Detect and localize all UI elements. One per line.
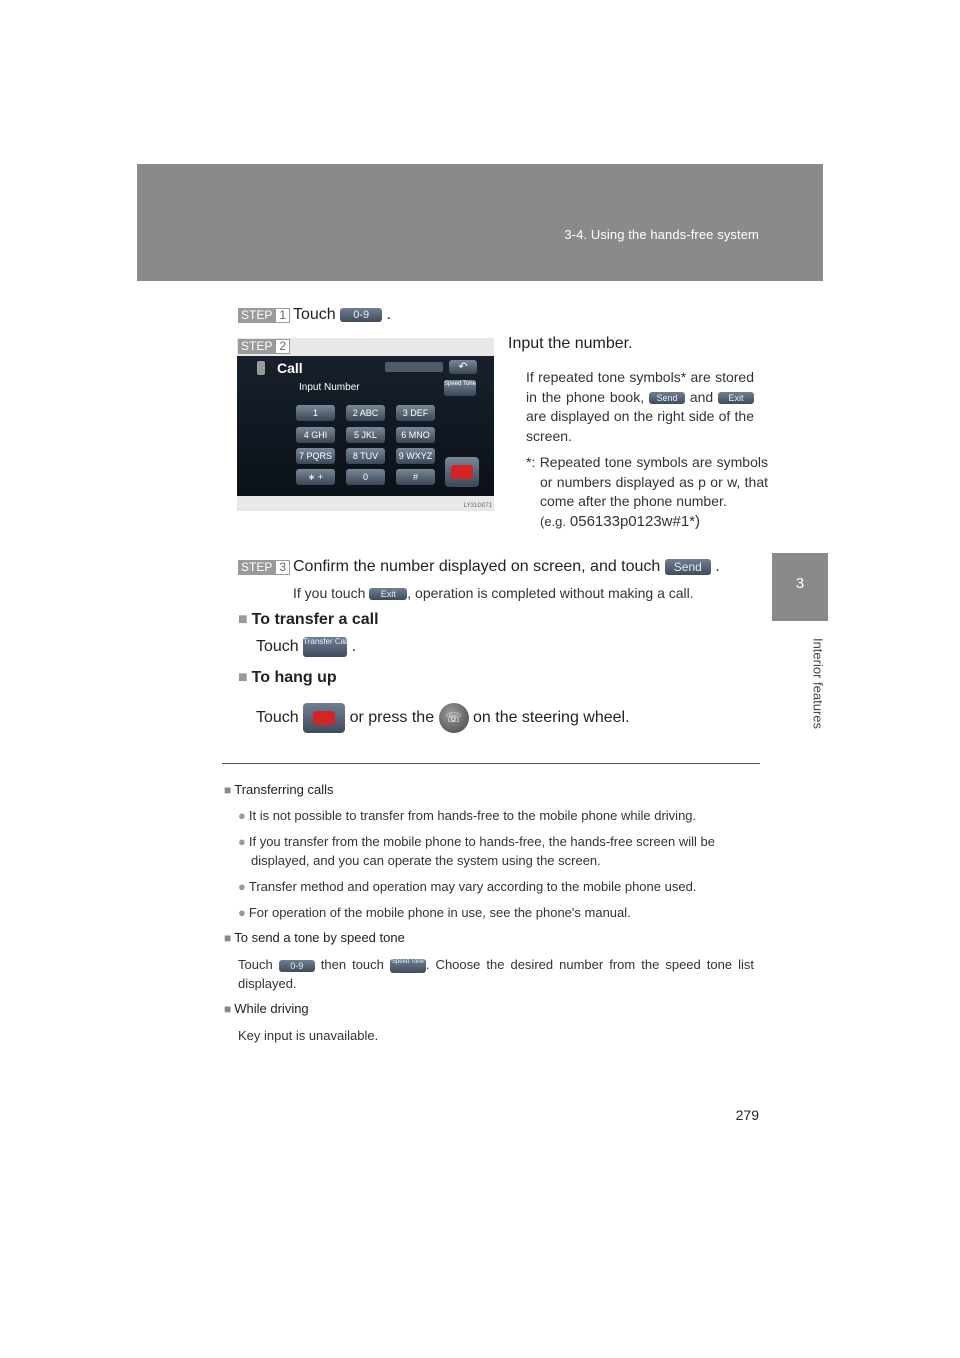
- square-bullet-icon: ■: [224, 1002, 232, 1016]
- note-transferring-heading: ■ Transferring calls: [224, 782, 334, 797]
- chapter-label: Interior features: [810, 637, 826, 730]
- step-1-text: Touch 0-9 .: [293, 306, 392, 323]
- square-bullet-icon: ■: [238, 669, 248, 686]
- step-1-badge: STEP 1: [238, 308, 290, 323]
- key-5[interactable]: 5 JKL: [346, 427, 385, 443]
- status-bar: [385, 362, 443, 372]
- list-item: ● It is not possible to transfer from hands-free to the mobile phone while driving.: [238, 808, 697, 823]
- send-button[interactable]: Send: [665, 559, 711, 575]
- exit-button-inline[interactable]: Exit: [718, 392, 754, 404]
- step-2-body: If repeated tone symbols* are stored in the phone book, Send and Exit are displayed on the right side of the screen.: [526, 369, 754, 444]
- bullet-icon: ●: [238, 879, 246, 894]
- page-number: 279: [735, 1107, 759, 1123]
- list-item: ● If you transfer from the mobile phone to hands-free, the hands-free screen will be displayed, and you can operate the system using the screen.: [238, 834, 715, 868]
- step-3-badge: STEP 3: [238, 560, 290, 575]
- key-8[interactable]: 8 TUV: [346, 448, 385, 464]
- key-1[interactable]: 1: [296, 405, 335, 421]
- phone-icon: [257, 361, 265, 375]
- key-0[interactable]: 0: [346, 469, 385, 485]
- key-9[interactable]: 9 WXYZ: [396, 448, 435, 464]
- hangup-heading: ■ To hang up: [238, 669, 337, 686]
- call-screen: [237, 356, 494, 496]
- step-3-subtext: If you touch Exit , operation is completed without making a call.: [293, 585, 694, 601]
- square-bullet-icon: ■: [224, 931, 232, 945]
- divider: [222, 763, 760, 764]
- keypad-0-9-button-inline[interactable]: 0-9: [279, 960, 315, 972]
- step-3-text: Confirm the number displayed on screen, and touch Send .: [293, 558, 720, 575]
- transfer-heading: ■ To transfer a call: [238, 611, 379, 628]
- hang-up-button[interactable]: [445, 457, 479, 487]
- chapter-number: 3: [795, 575, 805, 592]
- transfer-call-button[interactable]: Transfer Call: [303, 637, 347, 657]
- key-2[interactable]: 2 ABC: [346, 405, 385, 421]
- square-bullet-icon: ■: [238, 611, 248, 628]
- input-number-label: Input Number: [299, 382, 360, 393]
- transfer-text: Touch Transfer Call .: [256, 637, 357, 656]
- key-4[interactable]: 4 GHI: [296, 427, 335, 443]
- hangup-text: Touch or press the ☏ on the steering wheel.: [256, 702, 630, 734]
- chapter-tab: [772, 553, 828, 621]
- bullet-icon: ●: [238, 834, 246, 849]
- exit-button[interactable]: Exit: [369, 588, 407, 600]
- chapter-header: [137, 164, 823, 281]
- note-speed-tone-heading: ■ To send a tone by speed tone: [224, 930, 405, 945]
- send-button-inline[interactable]: Send: [649, 392, 685, 404]
- step-2-heading: Input the number.: [508, 335, 633, 352]
- image-code: LY31G071: [463, 503, 492, 509]
- bullet-icon: ●: [238, 905, 246, 920]
- speed-tone-text: Touch 0-9 then touch Speed Tone . Choose the desired number from the speed tone list displayed.: [238, 957, 754, 991]
- hang-up-button-inline[interactable]: [303, 703, 345, 733]
- keypad-0-9-button[interactable]: 0-9: [340, 308, 382, 322]
- call-screen-image: [237, 338, 494, 511]
- step-2-badge: STEP 2: [238, 339, 290, 354]
- call-title: Call: [277, 360, 303, 376]
- list-item: ● For operation of the mobile phone in use, see the phone's manual.: [238, 905, 631, 920]
- key-3[interactable]: 3 DEF: [396, 405, 435, 421]
- note-driving-heading: ■ While driving: [224, 1001, 309, 1016]
- key-star[interactable]: ∗ +: [296, 469, 335, 485]
- square-bullet-icon: ■: [224, 783, 232, 797]
- key-6[interactable]: 6 MNO: [396, 427, 435, 443]
- list-item: ● Transfer method and operation may vary according to the mobile phone used.: [238, 879, 697, 894]
- step-2-footnote: *: Repeated tone symbols are symbols or numbers displayed as p or w, that come after the phone number. (e.g. 056133p0123w#1*): [526, 454, 768, 530]
- bullet-icon: ●: [238, 808, 246, 823]
- speed-tone-button-inline[interactable]: Speed Tone: [390, 959, 426, 973]
- hang-up-icon: [451, 465, 473, 479]
- speed-tone-button[interactable]: Speed Tone: [444, 380, 476, 396]
- section-title: 3-4. Using the hands-free system: [564, 227, 759, 242]
- key-hash[interactable]: #: [396, 469, 435, 485]
- key-7[interactable]: 7 PQRS: [296, 448, 335, 464]
- back-icon[interactable]: ↶: [449, 360, 477, 374]
- steering-wheel-hangup-icon: ☏: [439, 703, 469, 733]
- driving-text: Key input is unavailable.: [238, 1028, 379, 1043]
- hang-up-icon: [313, 711, 335, 725]
